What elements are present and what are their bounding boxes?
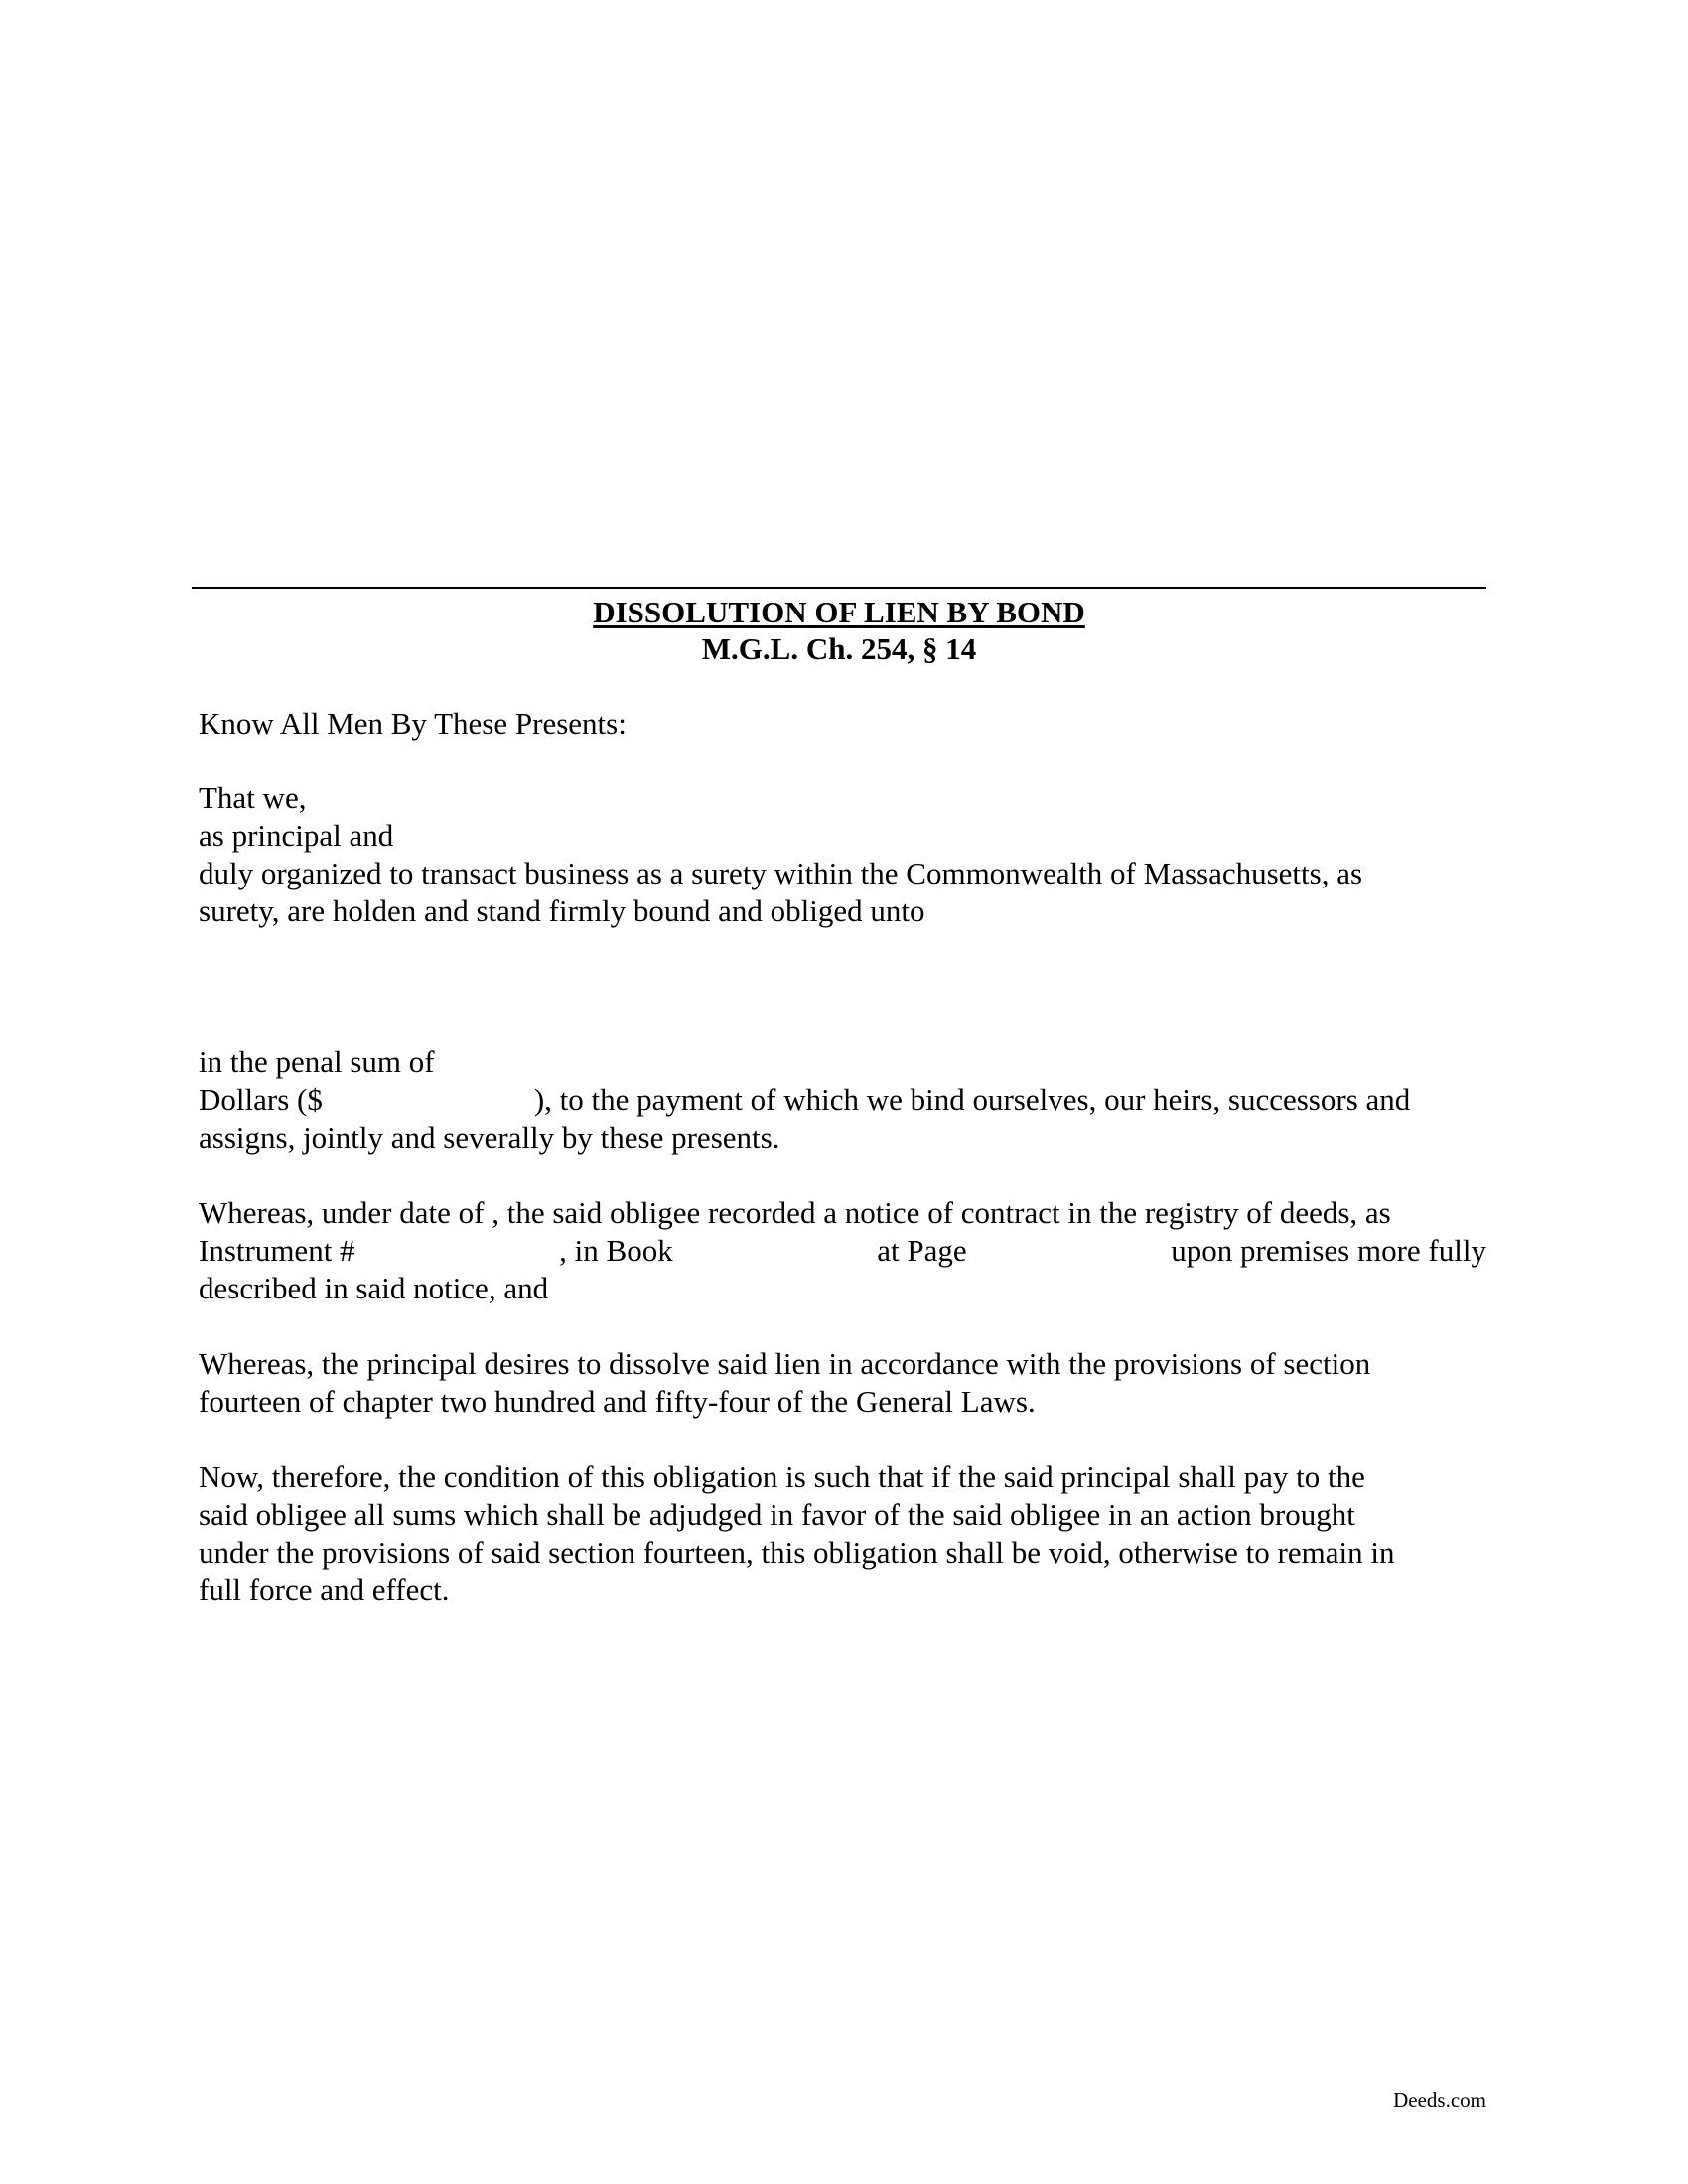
whereas2-line-2: fourteen of chapter two hundred and fifty-four of the General Laws. — [199, 1384, 1036, 1419]
whereas1-line-3: described in said notice, and — [199, 1271, 549, 1305]
condition-line-2: said obligee all sums which shall be adjudged in favor of the said obligee in an action brought — [199, 1497, 1355, 1532]
penal-sum-line-2 — [199, 1081, 1410, 1119]
parties-line-3 — [199, 855, 1486, 892]
document-title: DISSOLUTION OF LIEN BY BOND — [593, 595, 1085, 629]
condition-line-3: under the provisions of said section fourteen, this obligation shall be void, otherwise to remain in — [199, 1535, 1395, 1570]
page-label: at Page — [877, 1233, 967, 1268]
title-rule — [192, 587, 1486, 589]
parties-line-1: That we, — [199, 780, 307, 815]
book-label: , in Book — [559, 1233, 673, 1268]
condition-line-1: Now, therefore, the condition of this obligation is such that if the said principal shall pay to the — [199, 1459, 1365, 1494]
greeting: Know All Men By These Presents: — [199, 706, 627, 741]
whereas2-line-1: Whereas, the principal desires to dissolve said lien in accordance with the provisions of section — [199, 1346, 1371, 1381]
footer-brand: Deeds.com — [1393, 2088, 1486, 2112]
whereas1-line-2 — [199, 1232, 1486, 1270]
penal-sum-line-3: assigns, jointly and severally by these presents. — [199, 1120, 780, 1155]
parties-line-3-text: duly organized to transact business as a surety within the Commonwealth of Massachusetts, as — [199, 856, 1363, 890]
dollars-prefix: Dollars ($ — [199, 1082, 323, 1117]
premises-label: upon premises more fully — [1171, 1233, 1486, 1268]
statute-reference: M.G.L. Ch. 254, § 14 — [701, 631, 977, 666]
title-block — [192, 594, 1486, 667]
condition-line-4: full force and effect. — [199, 1572, 450, 1607]
dollars-suffix: ), to the payment of which we bind ourselves, our heirs, successors and — [533, 1082, 1411, 1117]
instrument-label: Instrument # — [199, 1233, 355, 1268]
parties-line-4: surety, are holden and stand firmly bound and obliged unto — [199, 893, 925, 928]
parties-line-2: as principal and — [199, 818, 394, 853]
penal-sum-line-1: in the penal sum of — [199, 1044, 435, 1079]
whereas1-line-1: Whereas, under date of , the said obligee recorded a notice of contract in the registry of deeds, as — [199, 1195, 1391, 1230]
